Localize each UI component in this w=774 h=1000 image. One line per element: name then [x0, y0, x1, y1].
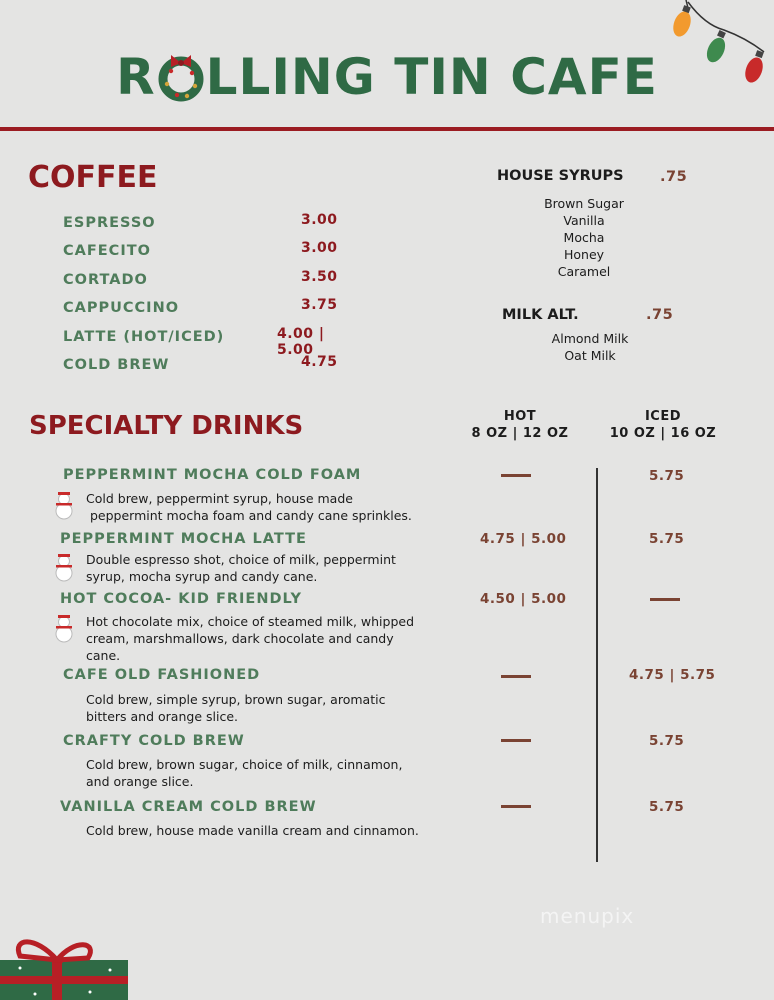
list-item: LATTE (HOT/ICED) 4.00 | 5.00 [63, 326, 325, 358]
drink-name: PEPPERMINT MOCHA LATTE [60, 531, 307, 547]
list-item: CORTADO 3.50 [63, 269, 338, 288]
specialty-heading: SPECIALTY DRINKS [29, 411, 304, 441]
list-item: Oat Milk [564, 348, 616, 363]
title-first-letter: R [116, 48, 156, 106]
gift-icon [0, 930, 130, 1000]
list-item: CAFECITO 3.00 [63, 240, 338, 259]
drink-description: Cold brew, brown sugar, choice of milk, cinnamon, and orange slice. [86, 757, 403, 789]
list-item: Mocha [563, 230, 605, 245]
list-item: Caramel [557, 264, 611, 279]
iced-price: 5.75 [649, 531, 685, 547]
watermark: menupix [540, 904, 635, 928]
title-rest: LLING TIN CAFE [205, 48, 658, 106]
drink-description: Cold brew, peppermint syrup, house made peppermint mocha foam and candy cane sprinkles. [86, 491, 412, 523]
iced-price-unavailable [650, 598, 680, 601]
coffee-heading: COFFEE [28, 160, 158, 195]
list-item: Vanilla [563, 213, 605, 228]
list-item: COLD BREW 4.75 [63, 354, 338, 373]
drink-description: Cold brew, house made vanilla cream and cinnamon. [86, 823, 419, 838]
column-divider [596, 468, 598, 862]
drink-description: Cold brew, simple syrup, brown sugar, aromatic bitters and orange slice. [86, 692, 386, 724]
syrups-heading: HOUSE SYRUPS [497, 168, 624, 184]
list-item: Honey [563, 247, 605, 262]
wreath-icon [157, 51, 205, 103]
list-item: CAPPUCCINO 3.75 [63, 297, 338, 316]
hot-price: 4.75 | 5.00 [480, 531, 567, 547]
iced-price: 5.75 [649, 468, 685, 484]
syrups-list [514, 195, 654, 280]
syrups-price: .75 [660, 169, 688, 185]
drink-name: CRAFTY COLD BREW [63, 733, 245, 749]
drink-description: Hot chocolate mix, choice of steamed milk, whipped cream, marshmallows, dark chocolate and candy cane. [86, 614, 415, 663]
drink-name: CAFE OLD FASHIONED [63, 667, 261, 683]
iced-price: 5.75 [649, 799, 685, 815]
hot-price-unavailable [501, 739, 531, 742]
list-item: Brown Sugar [544, 196, 624, 211]
milk-heading: MILK ALT. [502, 307, 579, 323]
hot-price-unavailable [501, 805, 531, 808]
milk-list [520, 330, 660, 364]
snowman-icon [53, 490, 75, 520]
iced-price: 4.75 | 5.75 [629, 667, 716, 683]
iced-price: 5.75 [649, 733, 685, 749]
header-divider [0, 127, 774, 131]
drink-name: PEPPERMINT MOCHA COLD FOAM [63, 467, 362, 483]
hot-price-unavailable [501, 675, 531, 678]
list-item: Almond Milk [551, 331, 629, 346]
drink-name: HOT COCOA- KID FRIENDLY [60, 591, 302, 607]
snowman-icon [53, 552, 75, 582]
snowman-icon [53, 613, 75, 643]
milk-price: .75 [646, 307, 674, 323]
hot-price-unavailable [501, 474, 531, 477]
drink-name: VANILLA CREAM COLD BREW [60, 799, 317, 815]
hot-column-header: HOT 8 OZ | 12 OZ [471, 409, 569, 441]
iced-column-header: ICED 10 OZ | 16 OZ [609, 409, 717, 441]
page-title [0, 48, 774, 106]
drink-description: Double espresso shot, choice of milk, peppermint syrup, mocha syrup and candy cane. [86, 552, 396, 584]
hot-price: 4.50 | 5.00 [480, 591, 567, 607]
list-item: ESPRESSO 3.00 [63, 212, 338, 231]
